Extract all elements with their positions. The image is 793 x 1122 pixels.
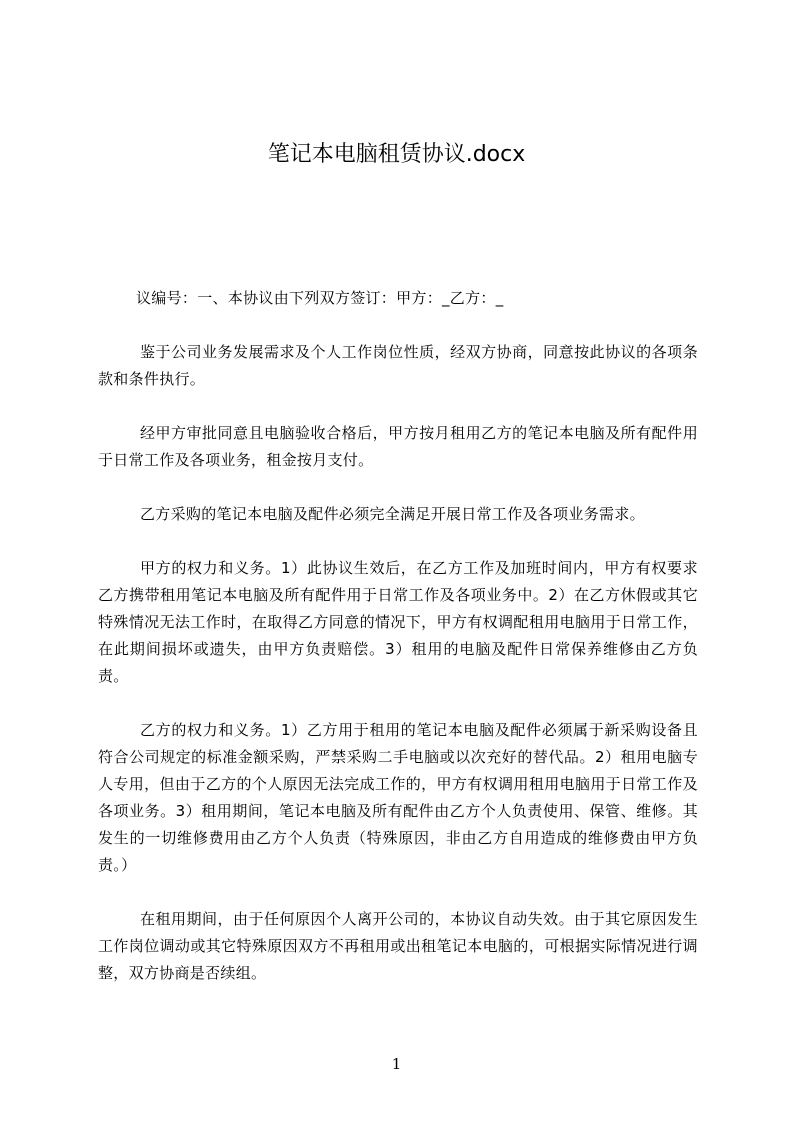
document-title: 笔记本电脑租赁协议.docx <box>267 142 526 167</box>
document-body <box>98 285 698 1014</box>
agreement-number-paragraph: 议编号：一、本协议由下列双方签订：甲方：_乙方：_ <box>136 289 504 307</box>
party-a-rights-paragraph: 甲方的权力和义务。1）此协议生效后，在乙方工作及加班时间内，甲方有权要求乙方携带租用笔记本电脑及所有配件用于日常工作及各项业务中。2）在乙方休假或其它特殊情况无法工作时，在取得乙方同意的情况下，甲方有权调配租用电脑用于日常工作，在此期间损坏或遗失，由甲方负责赔偿。3）租用的电脑及配件日常保养维修由乙方负责。 <box>98 559 698 685</box>
preamble-paragraph: 鉴于公司业务发展需求及个人工作岗位性质，经双方协商，同意按此协议的各项条款和条件执行。 <box>98 343 698 388</box>
equipment-requirement-paragraph: 乙方采购的笔记本电脑及配件必须完全满足开展日常工作及各项业务需求。 <box>140 505 645 523</box>
party-b-rights-paragraph: 乙方的权力和义务。1）乙方用于租用的笔记本电脑及配件必须属于新采购设备且符合公司规定的标准金额采购，严禁采购二手电脑或以次充好的替代品。2）租用电脑专人专用，但由于乙方的个人原因无法完成工作的，甲方有权调用租用电脑用于日常工作及各项业务。3）租用期间，笔记本电脑及所有配件由乙方个人负责使用、保管、维修。其发生的一切维修费用由乙方个人负责（特殊原因，非由乙方自用造成的维修费由甲方负责。） <box>98 721 698 874</box>
rental-terms-paragraph: 经甲方审批同意且电脑验收合格后，甲方按月租用乙方的笔记本电脑及所有配件用于日常工作及各项业务，租金按月支付。 <box>98 424 698 469</box>
page-number: 1 <box>391 1055 402 1073</box>
termination-paragraph: 在租用期间，由于任何原因个人离开公司的，本协议自动失效。由于其它原因发生工作岗位调动或其它特殊原因双方不再租用或出租笔记本电脑的，可根据实际情况进行调整，双方协商是否续组。 <box>98 910 698 982</box>
